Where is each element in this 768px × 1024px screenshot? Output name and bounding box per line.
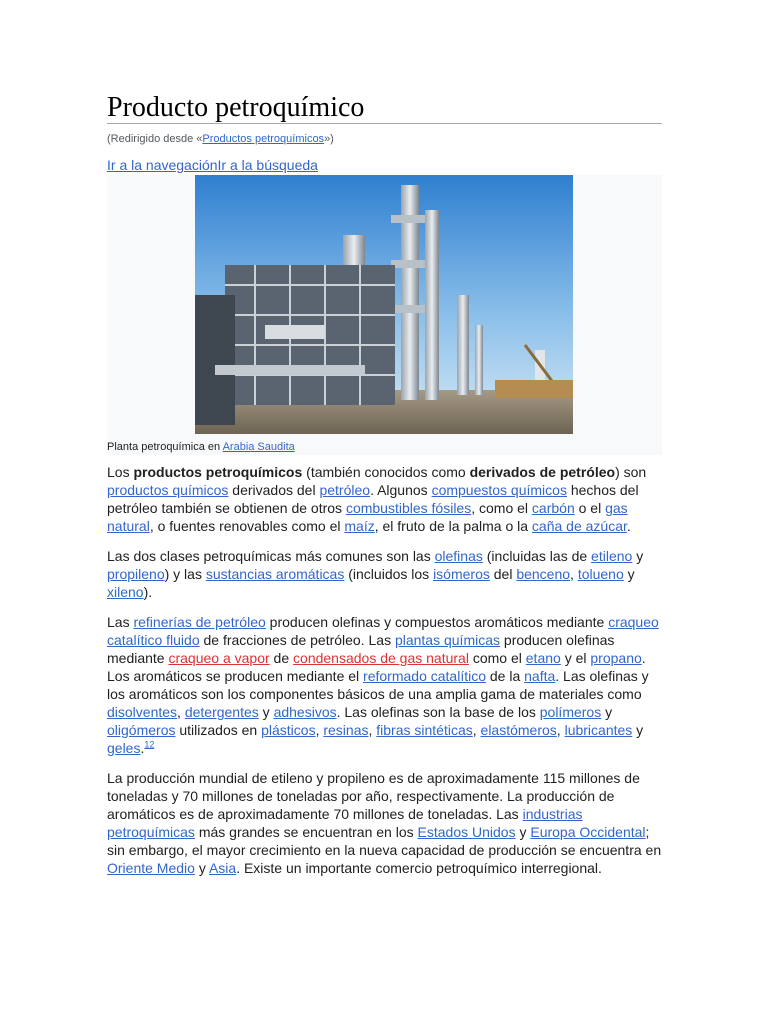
link-etileno[interactable]: etileno bbox=[591, 548, 633, 564]
paragraph-clases bbox=[107, 547, 667, 601]
link-petroleo[interactable]: petróleo bbox=[319, 482, 371, 498]
link-xileno[interactable]: xileno bbox=[107, 584, 144, 600]
redlink-craqueo-a-vapor[interactable]: craqueo a vapor bbox=[168, 650, 270, 666]
link-detergentes[interactable]: detergentes bbox=[184, 704, 259, 720]
link-tolueno[interactable]: tolueno bbox=[577, 566, 624, 582]
text: y bbox=[601, 704, 613, 720]
link-elastomeros[interactable]: elastómeros bbox=[480, 722, 557, 738]
text: como el bbox=[468, 650, 526, 666]
link-estados-unidos[interactable]: Estados Unidos bbox=[417, 824, 516, 840]
text: Las bbox=[107, 614, 134, 630]
text: (incluidas las de bbox=[482, 548, 592, 564]
text: . Las olefinas son la base de los bbox=[336, 704, 540, 720]
redirect-suffix: ») bbox=[324, 133, 334, 145]
skip-to-search-link[interactable]: Ir a la búsqueda bbox=[217, 157, 318, 173]
figure bbox=[107, 175, 662, 455]
redirect-prefix: (Redirigido desde « bbox=[107, 133, 203, 145]
refinery-photo[interactable] bbox=[195, 175, 573, 434]
text: ; sin embargo, el mayor crecimiento en la nueva capacidad de producción se encuentra en bbox=[107, 824, 662, 858]
text: y bbox=[515, 824, 531, 840]
text: La producción mundial de etileno y propileno es de aproximadamente 115 millones de toneladas y 70 millones de toneladas por año, respectivamente. La producción de aromáticos es de aproximadamente 70 millones de toneladas. Las bbox=[107, 770, 640, 822]
paragraph-mundial bbox=[107, 769, 667, 877]
redlink-condensados-de-gas-natural[interactable]: condensados de gas natural bbox=[293, 650, 469, 666]
text: derivados del bbox=[228, 482, 320, 498]
link-fibras-sinteticas[interactable]: fibras sintéticas bbox=[376, 722, 473, 738]
text: y bbox=[194, 860, 209, 876]
text: , bbox=[177, 704, 185, 720]
text: Las dos clases petroquímicas más comunes son las bbox=[107, 548, 435, 564]
text: , o fuentes renovables como el bbox=[149, 518, 345, 534]
link-reformado-catalitico[interactable]: reformado catalítico bbox=[363, 668, 486, 684]
link-adhesivos[interactable]: adhesivos bbox=[273, 704, 337, 720]
link-disolventes[interactable]: disolventes bbox=[107, 704, 178, 720]
text: y bbox=[632, 548, 644, 564]
text: , bbox=[472, 722, 481, 738]
link-lubricantes[interactable]: lubricantes bbox=[564, 722, 633, 738]
link-geles[interactable]: geles bbox=[107, 740, 141, 756]
link-resinas[interactable]: resinas bbox=[323, 722, 369, 738]
paragraph-intro bbox=[107, 463, 667, 535]
text: , bbox=[570, 566, 578, 582]
text: de bbox=[269, 650, 294, 666]
arabia-saudita-link[interactable]: Arabia Saudita bbox=[222, 441, 295, 453]
text: , bbox=[368, 722, 377, 738]
link-plantas-quimicas[interactable]: plantas químicas bbox=[394, 632, 501, 648]
text: producen olefinas y compuestos aromáticos mediante bbox=[265, 614, 609, 630]
link-oligomeros[interactable]: oligómeros bbox=[107, 722, 176, 738]
link-europa-occidental[interactable]: Europa Occidental bbox=[530, 824, 646, 840]
figure-caption bbox=[107, 440, 295, 454]
text: , bbox=[315, 722, 324, 738]
page-title: Producto petroquímico bbox=[107, 92, 365, 123]
text: . Los aromáticos se producen mediante el bbox=[107, 650, 646, 684]
article-body bbox=[107, 463, 667, 889]
link-plasticos[interactable]: plásticos bbox=[261, 722, 316, 738]
text: Los bbox=[107, 464, 134, 480]
text: y el bbox=[560, 650, 591, 666]
link-craqueo-catalitico-fluido[interactable]: craqueo catalítico fluido bbox=[107, 614, 659, 648]
text: de fracciones de petróleo. Las bbox=[199, 632, 395, 648]
title-divider bbox=[107, 123, 662, 124]
link-compuestos-quimicos[interactable]: compuestos químicos bbox=[431, 482, 567, 498]
text: y bbox=[258, 704, 274, 720]
text: ) y las bbox=[164, 566, 206, 582]
text: . Algunos bbox=[370, 482, 432, 498]
text: utilizados en bbox=[175, 722, 262, 738]
link-productos-quimicos[interactable]: productos químicos bbox=[107, 482, 229, 498]
link-isomeros[interactable]: isómeros bbox=[433, 566, 490, 582]
text: . Las olefinas y los aromáticos son los componentes básicos de una amplia gama de materiales como bbox=[107, 668, 649, 702]
text: ) son bbox=[615, 464, 647, 480]
link-propileno[interactable]: propileno bbox=[107, 566, 165, 582]
link-sustancias-aromaticas[interactable]: sustancias aromáticas bbox=[205, 566, 345, 582]
text: producen olefinas mediante bbox=[107, 632, 615, 666]
text: y bbox=[632, 722, 644, 738]
text: o el bbox=[574, 500, 606, 516]
link-cana-de-azucar[interactable]: caña de azúcar bbox=[531, 518, 627, 534]
text: hechos del petróleo también se obtienen de otros bbox=[107, 482, 639, 516]
link-nafta[interactable]: nafta bbox=[524, 668, 556, 684]
text: del bbox=[489, 566, 517, 582]
link-carbon[interactable]: carbón bbox=[531, 500, 575, 516]
skip-to-navigation-link[interactable]: Ir a la navegación bbox=[107, 157, 218, 173]
link-propano[interactable]: propano bbox=[590, 650, 642, 666]
text: , como el bbox=[471, 500, 532, 516]
link-maiz[interactable]: maíz bbox=[344, 518, 375, 534]
bold-term: derivados de petróleo bbox=[469, 464, 616, 480]
text: , el fruto de la palma o la bbox=[374, 518, 532, 534]
link-benceno[interactable]: benceno bbox=[516, 566, 571, 582]
text: . bbox=[140, 740, 145, 756]
redirect-notice bbox=[107, 131, 334, 147]
caption-text: Planta petroquímica en bbox=[107, 441, 223, 453]
link-refinerias-de-petroleo[interactable]: refinerías de petróleo bbox=[133, 614, 266, 630]
paragraph-produccion bbox=[107, 613, 667, 757]
reference-superscript[interactable]: 12 bbox=[144, 739, 155, 750]
link-combustibles-fosiles[interactable]: combustibles fósiles bbox=[345, 500, 472, 516]
link-oriente-medio[interactable]: Oriente Medio bbox=[107, 860, 195, 876]
text: más grandes se encuentran en los bbox=[194, 824, 418, 840]
text: de la bbox=[486, 668, 525, 684]
text: (incluidos los bbox=[344, 566, 434, 582]
link-industrias-petroquimicas[interactable]: industrias petroquímicas bbox=[107, 806, 583, 840]
text: . Existe un importante comercio petroquímico interregional. bbox=[236, 860, 602, 876]
link-gas-natural[interactable]: gas natural bbox=[107, 500, 628, 534]
skip-links bbox=[107, 155, 318, 175]
link-polimeros[interactable]: polímeros bbox=[539, 704, 602, 720]
bold-term: productos petroquímicos bbox=[133, 464, 303, 480]
text: , bbox=[556, 722, 565, 738]
text: (también conocidos como bbox=[302, 464, 470, 480]
link-olefinas[interactable]: olefinas bbox=[434, 548, 483, 564]
redirect-source-link[interactable]: Productos petroquímicos bbox=[202, 133, 325, 145]
text: . bbox=[626, 518, 631, 534]
link-etano[interactable]: etano bbox=[525, 650, 561, 666]
text: y bbox=[623, 566, 635, 582]
text: ). bbox=[143, 584, 153, 600]
link-asia[interactable]: Asia bbox=[208, 860, 237, 876]
